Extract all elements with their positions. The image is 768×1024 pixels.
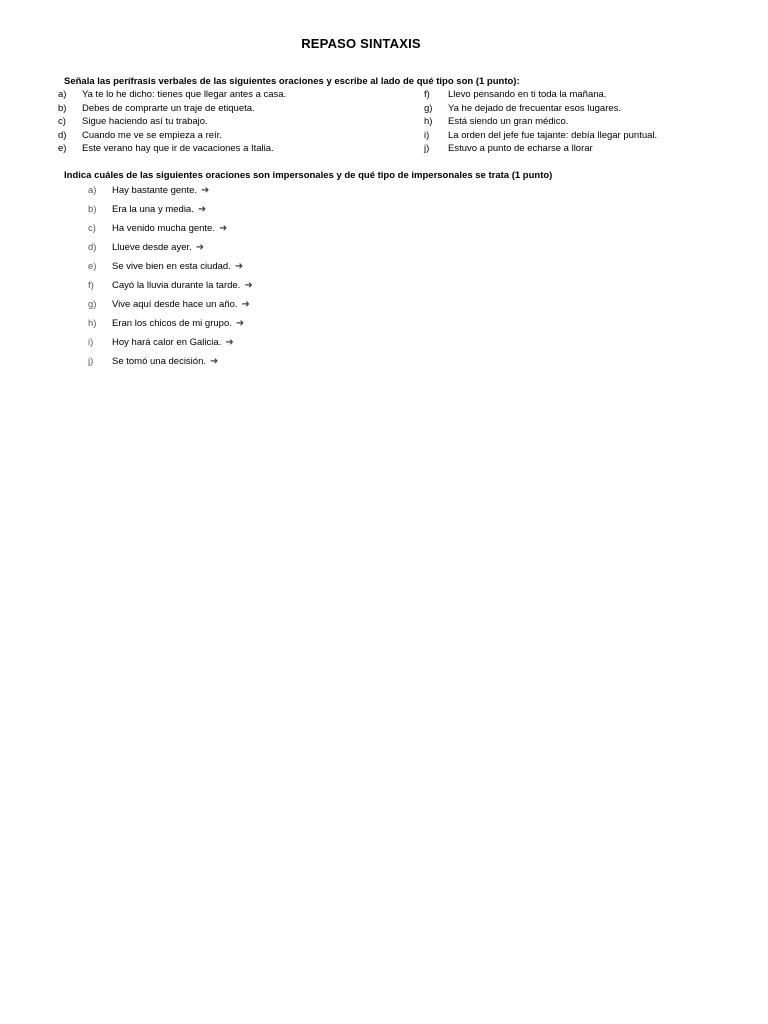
arrow-right-icon: ➜ (218, 223, 228, 234)
item-sentence: Cuando me ve se empieza a reír. (82, 129, 222, 141)
item-sentence: Se vive bien en esta ciudad. (112, 261, 231, 272)
list-item (424, 116, 657, 130)
list-item (88, 280, 253, 299)
item-sentence: Se tomó una decisión. (112, 356, 207, 367)
item-sentence: Sigue haciendo así tu trabajo. (82, 116, 208, 127)
item-sentence: Hoy hará calor en Galicia. (112, 337, 222, 348)
exercise-1-left-list (58, 89, 286, 157)
item-letter: f) (88, 280, 94, 291)
item-sentence: Hay bastante gente. (112, 185, 198, 196)
list-item (424, 103, 657, 117)
item-sentence: Ha venido mucha gente. (112, 223, 215, 234)
arrow-right-icon: ➜ (235, 318, 245, 329)
item-letter: h) (424, 116, 433, 127)
list-item (424, 89, 657, 103)
list-item (88, 299, 253, 318)
list-item (88, 185, 253, 204)
item-sentence: Estuvo a punto de echarse a llorar (448, 143, 593, 154)
item-letter: a) (58, 89, 67, 100)
item-letter: d) (58, 129, 67, 141)
arrow-right-icon: ➜ (225, 337, 234, 348)
list-item (88, 261, 253, 280)
item-letter: c) (88, 223, 96, 234)
item-sentence: Ya he dejado de frecuentar esos lugares. (448, 102, 622, 114)
arrow-right-icon: ➜ (195, 242, 205, 253)
exercise-1-right-list (424, 89, 657, 157)
list-item (88, 356, 253, 375)
exercise-2-list (88, 185, 253, 375)
list-item (58, 116, 286, 130)
list-item (424, 130, 657, 144)
item-letter: f) (424, 89, 430, 100)
item-letter: a) (88, 185, 97, 196)
item-letter: b) (88, 204, 97, 215)
item-sentence: Vive aquí desde hace un año. (112, 299, 238, 310)
item-sentence: Cayó la lluvia durante la tarde. (112, 280, 241, 291)
item-sentence: Está siendo un gran médico. (448, 116, 569, 127)
item-letter: i) (88, 337, 94, 348)
arrow-right-icon: ➜ (201, 185, 210, 196)
list-item (88, 318, 253, 337)
item-sentence: Ya te lo he dicho: tienes que llegar antes a casa. (82, 89, 287, 100)
item-letter: j) (88, 356, 94, 367)
item-sentence: La orden del jefe fue tajante: debía llegar puntual. (448, 129, 658, 141)
list-item (88, 223, 253, 242)
item-letter: g) (88, 299, 97, 310)
item-letter: e) (58, 143, 67, 154)
exercise-1-instruction: Señala las perífrasis verbales de las siguientes oraciones y escribe al lado de qué tipo son (1 punto): (64, 76, 520, 87)
list-item (58, 130, 286, 144)
list-item (58, 143, 286, 157)
item-sentence: Llueve desde ayer. (112, 242, 192, 253)
item-letter: i) (424, 129, 430, 141)
item-letter: c) (58, 116, 66, 127)
arrow-right-icon: ➜ (197, 204, 207, 215)
item-sentence: Este verano hay que ir de vacaciones a Italia. (82, 143, 274, 154)
arrow-right-icon: ➜ (210, 356, 219, 367)
list-item (88, 337, 253, 356)
item-sentence: Eran los chicos de mi grupo. (112, 318, 232, 329)
list-item (58, 89, 286, 103)
item-sentence: Llevo pensando en ti toda la mañana. (448, 89, 607, 100)
list-item (58, 103, 286, 117)
item-letter: h) (88, 318, 97, 329)
item-letter: e) (88, 261, 97, 272)
arrow-right-icon: ➜ (244, 280, 253, 291)
arrow-right-icon: ➜ (241, 299, 250, 310)
list-item (88, 242, 253, 261)
item-letter: d) (88, 242, 97, 253)
item-letter: j) (424, 143, 430, 154)
page-title: REPASO SINTAXIS (301, 36, 421, 51)
item-letter: g) (424, 102, 433, 114)
item-sentence: Era la una y media. (112, 204, 194, 215)
item-sentence: Debes de comprarte un traje de etiqueta. (82, 102, 255, 114)
exercise-2-instruction: Indica cuáles de las siguientes oraciones son impersonales y de qué tipo de impersonales se trata (1 punto) (64, 170, 553, 181)
list-item (424, 143, 657, 157)
list-item (88, 204, 253, 223)
arrow-right-icon: ➜ (234, 261, 244, 272)
item-letter: b) (58, 102, 67, 114)
